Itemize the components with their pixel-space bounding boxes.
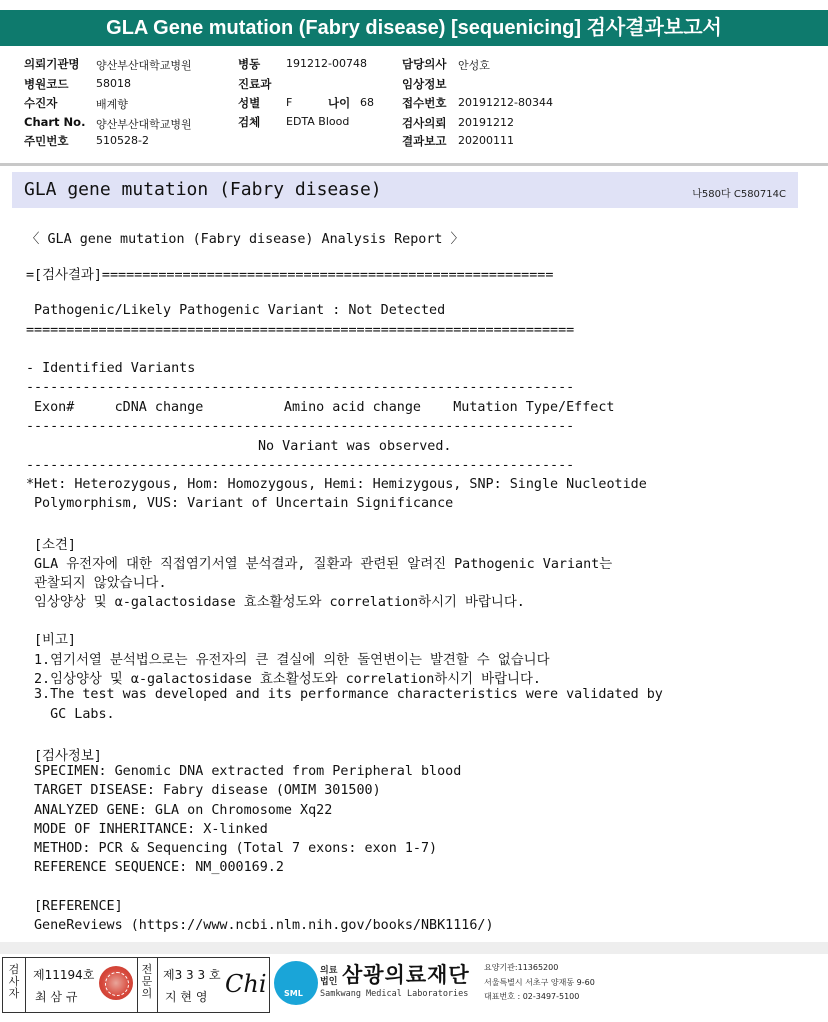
sml-logo-icon [274,961,318,1005]
request-date-value: 20191212 [458,116,514,129]
abbreviation-note-2: Polymorphism, VUS: Variant of Uncertain Significance [34,496,454,511]
analyzed-gene-info: ANALYZED GENE: GLA on Chromosome Xq22 [34,803,333,818]
institution-address: 서울특별시 서초구 양재동 9-60 [484,978,595,987]
patient-name-value: 배계향 [96,98,128,111]
report-date-value: 20200111 [458,134,514,147]
target-disease-info: TARGET DISEASE: Fabry disease (OMIM 301500) [34,783,381,798]
report-title: GLA gene mutation (Fabry disease) [24,179,382,200]
referral-org-label: 의뢰기관명 [24,57,80,71]
resident-no-value: 510528-2 [96,134,149,147]
variants-table-rule-bottom: -------------------------------------------------------------------- [26,458,575,473]
signature-box [2,957,270,1013]
age-label: 나이 [328,96,351,110]
receipt-no-label: 접수번호 [402,96,447,110]
logo-prefix-bottom: 법인 [320,977,338,987]
tester-name: 최 삼 규 [35,990,78,1004]
identified-variants-heading: - Identified Variants [26,361,196,376]
tester-seal [99,966,133,1000]
tester-license-no: 제11194호 [33,968,95,982]
specialist-label: 전문의 [141,963,153,1000]
patient-info-section [0,50,828,162]
clinical-info-label: 임상정보 [402,77,447,91]
resident-no-label: 주민번호 [24,134,69,148]
logo-prefix-top: 의료 [320,966,338,976]
report-title-bar [0,10,828,46]
ward-label: 병동 [238,57,261,71]
logo-name: 삼광의료재단 [342,963,470,987]
ward-value: 191212-00748 [286,57,367,70]
remarks-line-1: 1.염기서열 분석법으로는 유전자의 큰 결실에 의한 돌연변이는 발견할 수 없습니다 [34,653,550,668]
remarks-line-4: GC Labs. [34,707,115,722]
footer-divider [0,942,828,954]
specimen-info: SPECIMEN: Genomic DNA extracted from Peripheral blood [34,764,462,779]
result-section-rule: =[검사결과]======================================================== [26,268,554,283]
institution-phone: 대표번호 : 02-3497-5100 [484,992,580,1001]
specimen-value: EDTA Blood [286,115,350,128]
reference-link[interactable]: GeneReviews (https://www.ncbi.nlm.nih.gov/books/NBK1116/) [34,918,494,933]
remarks-heading: [비고] [34,633,76,648]
result-end-rule: ==================================================================== [26,323,575,338]
pathogenic-variant-result: Pathogenic/Likely Pathogenic Variant : Not Detected [34,303,446,318]
variants-table-rule-mid: -------------------------------------------------------------------- [26,419,575,434]
variants-table-header: Exon# cDNA change Amino acid change Mutation Type/Effect [34,400,615,415]
findings-line-2: 관찰되지 않았습니다. [34,576,167,591]
hospital-code-label: 병원코드 [24,77,69,91]
report-date-label: 결과보고 [402,134,447,148]
receipt-no-value: 20191212-80344 [458,96,553,109]
report-code: 나580다 C580714C [692,189,786,200]
findings-line-3: 임상양상 및 α-galactosidase 효소활성도와 correlation하시기 바랍니다. [34,595,525,610]
sex-value: F [286,96,293,109]
method-info: METHOD: PCR & Sequencing (Total 7 exons: exon 1-7) [34,841,438,856]
tester-label: 검사자 [8,963,20,1000]
variants-table-rule-top: -------------------------------------------------------------------- [26,380,575,395]
age-value: 68 [360,96,374,109]
findings-line-1: GLA 유전자에 대한 직접염기서열 분석결과, 질환과 관련된 알려진 Pathogenic Variant는 [34,557,613,572]
section-divider [0,163,828,166]
patient-name-label: 수진자 [24,96,58,110]
chart-no-value: 양산부산대학교병원 [96,118,192,131]
department-label: 진료과 [238,77,272,91]
specialist-license-no: 제3 3 3 호 [163,968,221,982]
report-header [12,172,798,208]
reference-sequence-info: REFERENCE SEQUENCE: NM_000169.2 [34,860,284,875]
analysis-report-heading: 〈 GLA gene mutation (Fabry disease) Analysis Report 〉 [26,232,464,247]
doctor-label: 담당의사 [402,57,447,71]
test-info-heading: [검사정보] [34,749,102,764]
request-date-label: 검사의뢰 [402,116,447,130]
logo-english-name: Samkwang Medical Laboratories [320,989,469,999]
no-variant-message: No Variant was observed. [258,439,452,454]
abbreviation-note-1: *Het: Heterozygous, Hom: Homozygous, Hemi: Hemizygous, SNP: Single Nucleotide [26,477,647,492]
specimen-label: 검체 [238,115,261,129]
remarks-line-3: 3.The test was developed and its performance characteristics were validated by [34,687,663,702]
institution-code: 요양기관:11365200 [484,963,559,972]
findings-heading: [소견] [34,538,76,553]
specialist-name: 지 현 영 [165,990,208,1004]
inheritance-info: MODE OF INHERITANCE: X-linked [34,822,268,837]
specialist-signature: Chi [225,970,267,998]
reference-heading: [REFERENCE] [34,899,123,914]
sex-label: 성별 [238,96,261,110]
chart-no-label: Chart No. [24,115,86,129]
hospital-code-value: 58018 [96,77,131,90]
referral-org-value: 양산부산대학교병원 [96,59,192,72]
report-main-title: GLA Gene mutation (Fabry disease) [sequenicing] 검사결과보고서 [106,17,722,39]
doctor-value: 안성호 [458,59,490,72]
remarks-line-2: 2.임상양상 및 α-galactosidase 효소활성도와 correlation하시기 바랍니다. [34,672,541,687]
sml-logo-circle-text: SML [284,989,303,998]
